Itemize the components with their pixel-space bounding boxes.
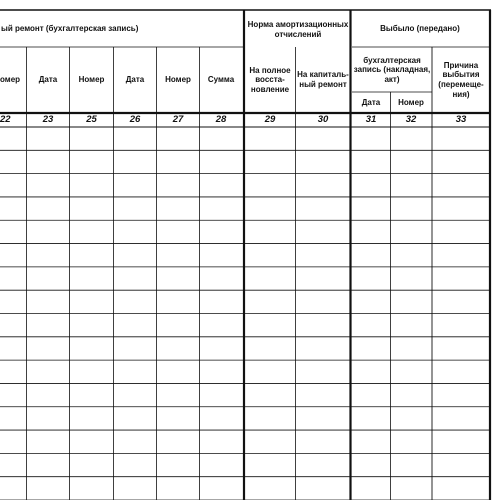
column-number-27: 27 (172, 114, 184, 126)
header-col-28: Сумма (207, 75, 235, 85)
column-number-33: 33 (455, 114, 467, 126)
column-number-23: 23 (42, 114, 54, 126)
column-number-32: 32 (405, 114, 417, 126)
header-col-27: Номер (165, 75, 191, 85)
header-col-32: Номер (398, 97, 424, 107)
column-number-25: 25 (86, 114, 97, 126)
header-col-30: На капиталь-ный ремонт (297, 70, 349, 89)
header-accounting-record-group: бухгалтерская запись (накладная, акт) (353, 55, 431, 84)
header-disposal-group: Выбыло (передано) (380, 24, 460, 34)
column-number-26: 26 (129, 114, 141, 126)
column-number-30: 30 (317, 114, 329, 126)
header-col-29: На полное восста-новление (249, 65, 291, 94)
column-number-22: 22 (0, 114, 11, 126)
header-norm-group: Норма амортизационных отчислений (247, 20, 349, 39)
column-number-29: 29 (264, 114, 276, 126)
header-col-22: омер (0, 75, 21, 85)
header-col-23: Дата (38, 75, 58, 85)
column-number-31: 31 (365, 114, 377, 126)
header-col-33: Причина выбытия (перемеще-ния) (438, 60, 484, 99)
header-col-26: Дата (125, 75, 145, 85)
header-col-25: Номер (78, 75, 105, 85)
header-col-31: Дата (361, 97, 381, 107)
header-repair-group: ый ремонт (бухгалтерская запись) (1, 24, 139, 34)
column-number-28: 28 (215, 114, 227, 126)
